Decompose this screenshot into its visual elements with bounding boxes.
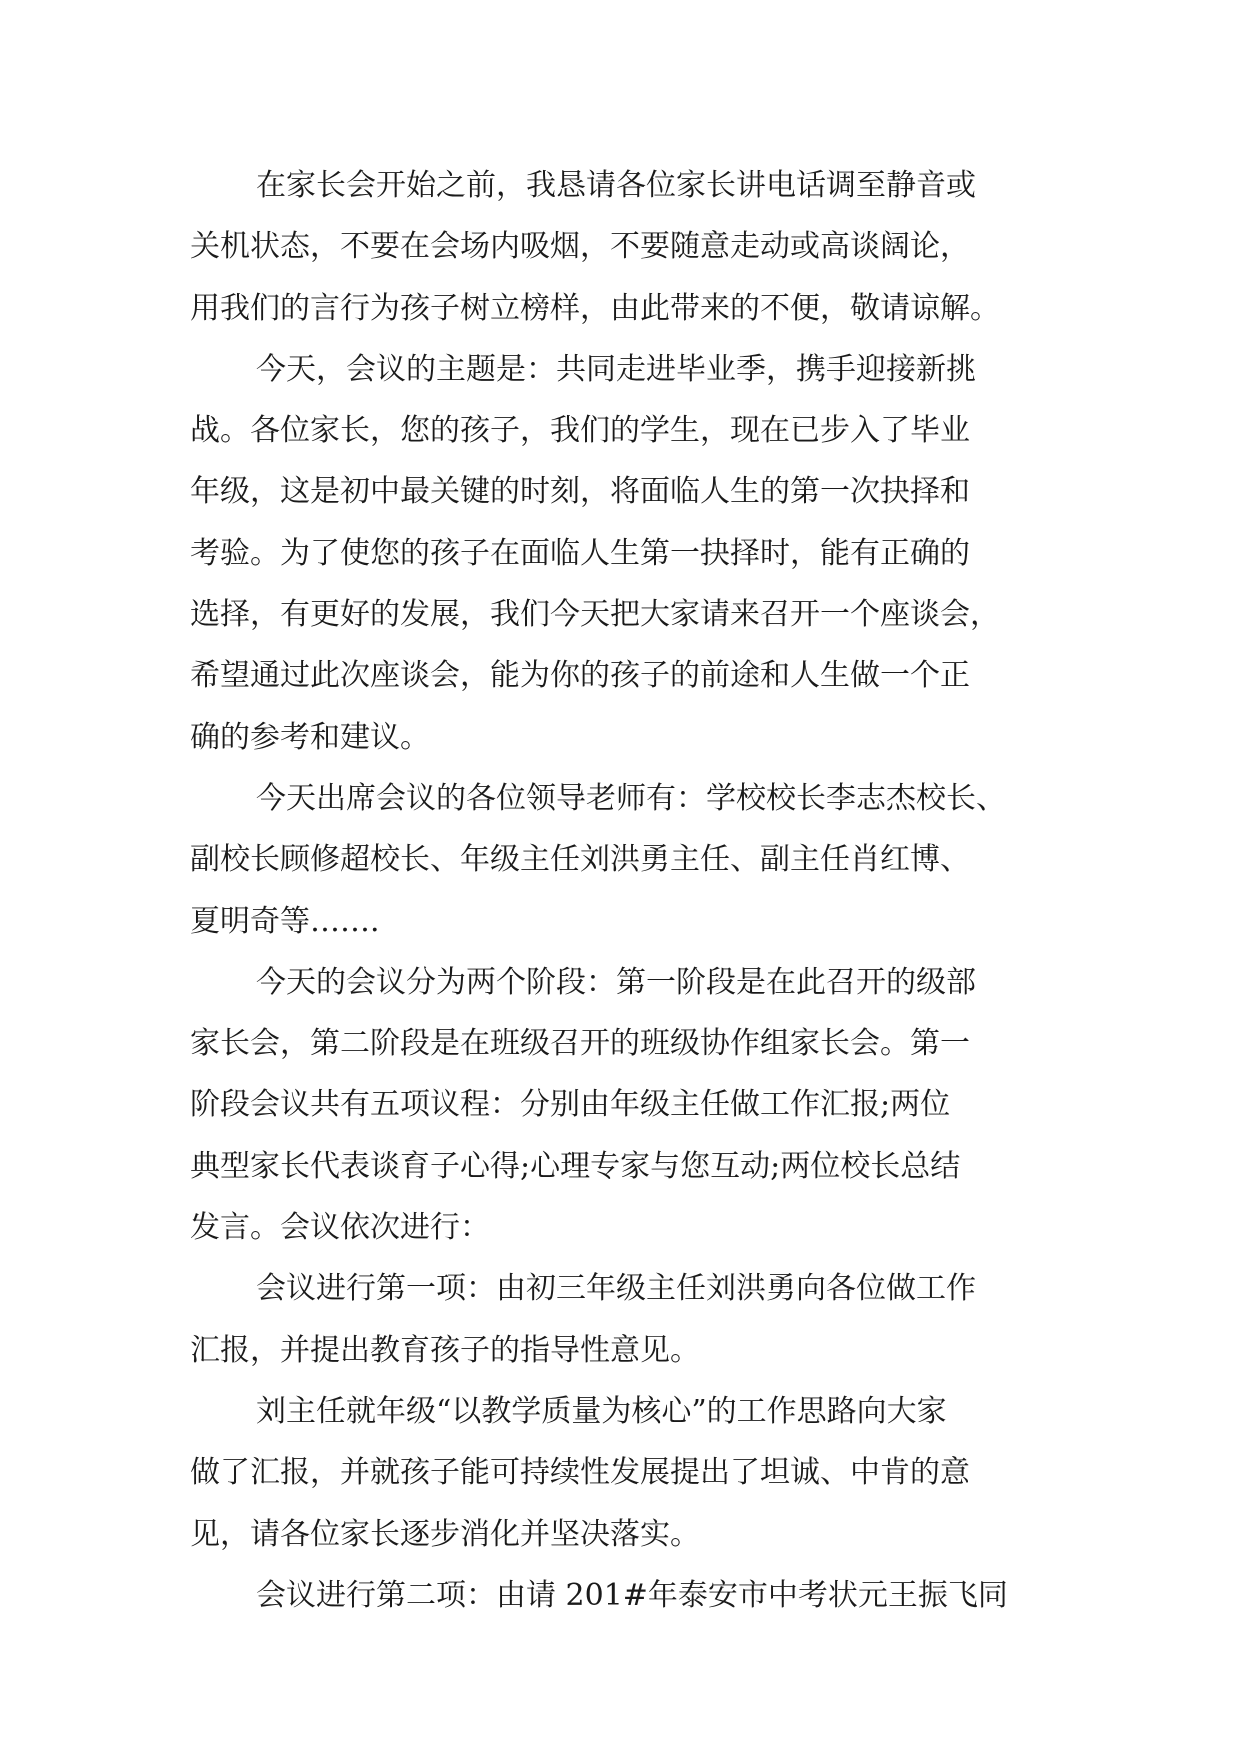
text-line: 在家长会开始之前，我恳请各位家长讲电话调至静音或 (256, 168, 976, 203)
text-line: 见，请各位家长逐步消化并坚决落实。 (190, 1516, 700, 1552)
text-line: 考验。为了使您的孩子在面临人生第一抉择时，能有正确的 (190, 535, 970, 571)
text-line: 发言。会议依次进行： (190, 1210, 490, 1246)
text-line: 典型家长代表谈育子心得;心理专家与您互动;两位校长总结 (190, 1148, 961, 1184)
text-line: 今天出席会议的各位领导老师有：学校校长李志杰校长、 (256, 780, 1006, 816)
text-line: 年级，这是初中最关键的时刻，将面临人生的第一次抉择和 (190, 474, 970, 510)
text-line: 夏明奇等……. (190, 903, 380, 939)
text-line: 战。各位家长，您的孩子，我们的学生，现在已步入了毕业 (190, 413, 970, 449)
text-line: 阶段会议共有五项议程：分别由年级主任做工作汇报;两位 (190, 1087, 951, 1123)
text-line: 家长会，第二阶段是在班级召开的班级协作组家长会。第一 (190, 1026, 970, 1062)
text-line: 用我们的言行为孩子树立榜样，由此带来的不便，敬请谅解。 (190, 290, 1000, 326)
text-line: 关机状态，不要在会场内吸烟，不要随意走动或高谈阔论， (190, 229, 970, 265)
text-line: 做了汇报，并就孩子能可持续性发展提出了坦诚、中肯的意 (190, 1455, 970, 1491)
text-line: 汇报，并提出教育孩子的指导性意见。 (190, 1332, 700, 1368)
text-line: 刘主任就年级“以教学质量为核心”的工作思路向大家 (256, 1393, 947, 1429)
text-line: 确的参考和建议。 (190, 719, 430, 755)
text-line: 选择，有更好的发展，我们今天把大家请来召开一个座谈会， (190, 597, 1000, 633)
text-line: 希望通过此次座谈会，能为你的孩子的前途和人生做一个正 (190, 658, 970, 694)
text-line: 副校长顾修超校长、年级主任刘洪勇主任、副主任肖红博、 (190, 842, 970, 878)
document-body (190, 155, 1070, 1626)
text-line: 会议进行第二项：由请 201#年泰安市中考状元王振飞同 (256, 1577, 1008, 1613)
text-line: 会议进行第一项：由初三年级主任刘洪勇向各位做工作 (256, 1271, 976, 1307)
text-line: 今天，会议的主题是：共同走进毕业季，携手迎接新挑 (256, 351, 976, 387)
text-line: 今天的会议分为两个阶段：第一阶段是在此召开的级部 (256, 964, 976, 1000)
